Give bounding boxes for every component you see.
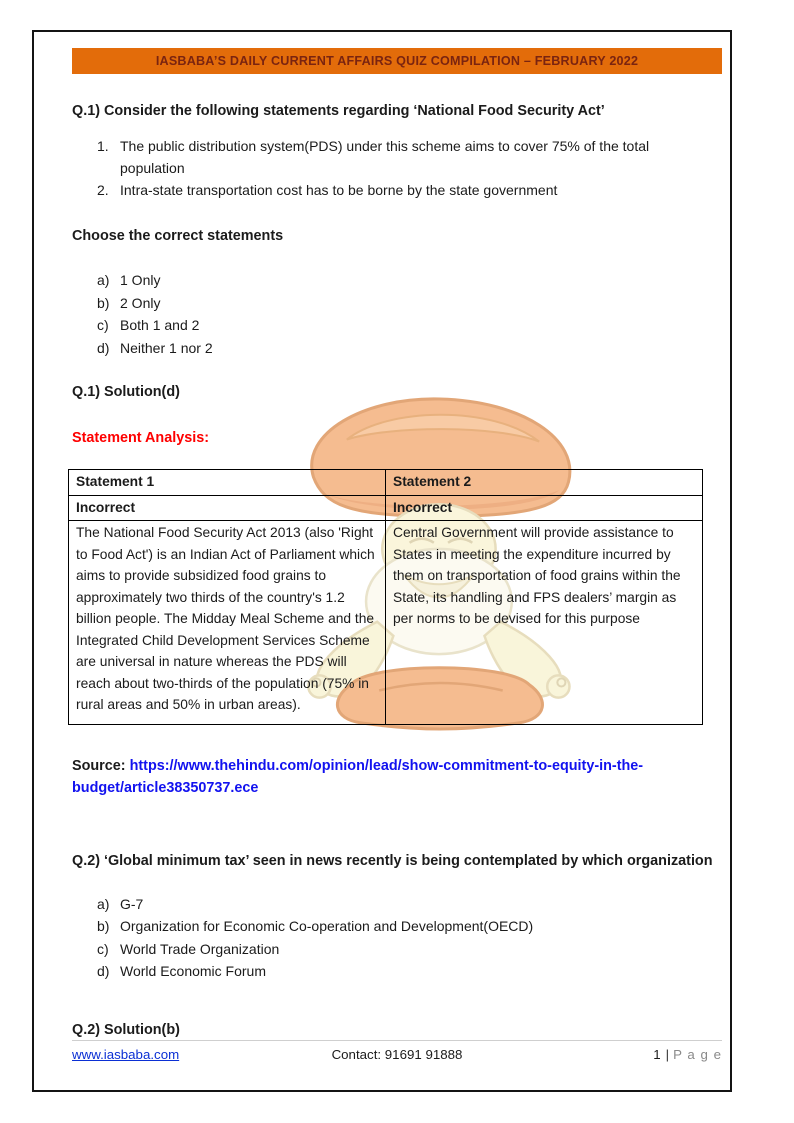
option-item (97, 938, 722, 961)
list-item (97, 135, 722, 179)
page-separator: | (665, 1047, 670, 1062)
q2-options-list (97, 893, 722, 983)
table-header-cell: Statement 2 (386, 470, 703, 496)
option-text: Neither 1 nor 2 (120, 339, 213, 356)
option-text: 1 Only (120, 272, 161, 288)
table-header-row (69, 470, 703, 496)
q1-solution: Q.1) Solution(d) (72, 384, 180, 400)
option-text: World Trade Organization (120, 940, 280, 957)
option-item (97, 915, 722, 938)
list-number: 1. (97, 138, 109, 154)
source-line (72, 755, 712, 800)
header-banner (72, 48, 722, 74)
footer-contact: Contact: 91691 91888 (331, 1047, 463, 1062)
source-link[interactable]: https://www.thehindu.com/opinion/lead/show-commitment-to-equity-in-the- budget/article38350737.ece (72, 757, 644, 796)
option-text: 2 Only (120, 294, 161, 311)
page-number: 1 (653, 1047, 661, 1062)
table-verdict-cell: Incorrect (386, 495, 703, 521)
table-detail-cell: The National Food Security Act 2013 (also 'Right to Food Act') is an Indian Act of Parliament which aims to provide subsidized food grains to approximately two thirds of the country's 1.2 billion people. The Midday Meal Scheme and the Integrated Child Development Services Scheme are universal in nature whereas the PDS will reach about two-thirds of the population (75% in rural areas and 50% in urban areas). (69, 521, 386, 725)
header-title: IASBABA’S DAILY CURRENT AFFAIRS QUIZ COMPILATION – FEBRUARY 2022 (155, 54, 639, 68)
page-footer (72, 1040, 722, 1062)
table-detail-row (69, 521, 703, 725)
option-text: World Economic Forum (120, 963, 267, 979)
q2-solution: Q.2) Solution(b) (72, 1021, 180, 1038)
table-verdict-row (69, 495, 703, 521)
choose-label: Choose the correct statements (72, 228, 284, 244)
statement-text: Intra-state transportation cost has to be borne by the state government (120, 182, 558, 198)
option-letter: b) (97, 294, 110, 311)
option-text: G-7 (120, 895, 144, 912)
option-letter: c) (97, 940, 109, 957)
option-item (97, 292, 722, 315)
q1-options-list (97, 269, 722, 359)
list-item (97, 179, 722, 201)
footer-website-link[interactable]: www.iasbaba.com (72, 1047, 180, 1062)
source-label: Source: (72, 757, 126, 774)
option-letter: d) (97, 963, 110, 979)
option-item (97, 893, 722, 916)
q1-statements-list (97, 135, 722, 201)
option-text: Organization for Economic Co-operation and Development(OECD) (120, 918, 534, 934)
option-item (97, 960, 722, 983)
table-verdict-cell: Incorrect (69, 495, 386, 521)
page-word: P a g e (673, 1047, 722, 1062)
option-letter: c) (97, 317, 109, 333)
table-detail-cell: Central Government will provide assistance to States in meeting the expenditure incurred by them on transportation of food grains within the State, its handling and FPS dealers’ margin as per norms to be devised for this purpose (386, 521, 703, 725)
option-letter: a) (97, 272, 110, 288)
statement-analysis-label: Statement Analysis: (72, 430, 210, 446)
footer-left (72, 1047, 292, 1062)
list-number: 2. (97, 182, 109, 198)
option-letter: d) (97, 339, 110, 356)
option-item (97, 269, 722, 292)
footer-page-number (502, 1047, 722, 1062)
option-item (97, 337, 722, 360)
option-text: Both 1 and 2 (120, 317, 200, 333)
table-header-cell: Statement 1 (69, 470, 386, 496)
q1-heading: Q.1) Consider the following statements regarding ‘National Food Security Act’ (72, 103, 605, 119)
option-letter: b) (97, 918, 110, 934)
statement-analysis-table (68, 469, 703, 725)
statement-text: The public distribution system(PDS) under this scheme aims to cover 75% of the total population (120, 138, 650, 176)
option-item (97, 314, 722, 337)
q2-heading: Q.2) ‘Global minimum tax’ seen in news recently is being contemplated by which organization (72, 852, 713, 869)
option-letter: a) (97, 895, 110, 912)
